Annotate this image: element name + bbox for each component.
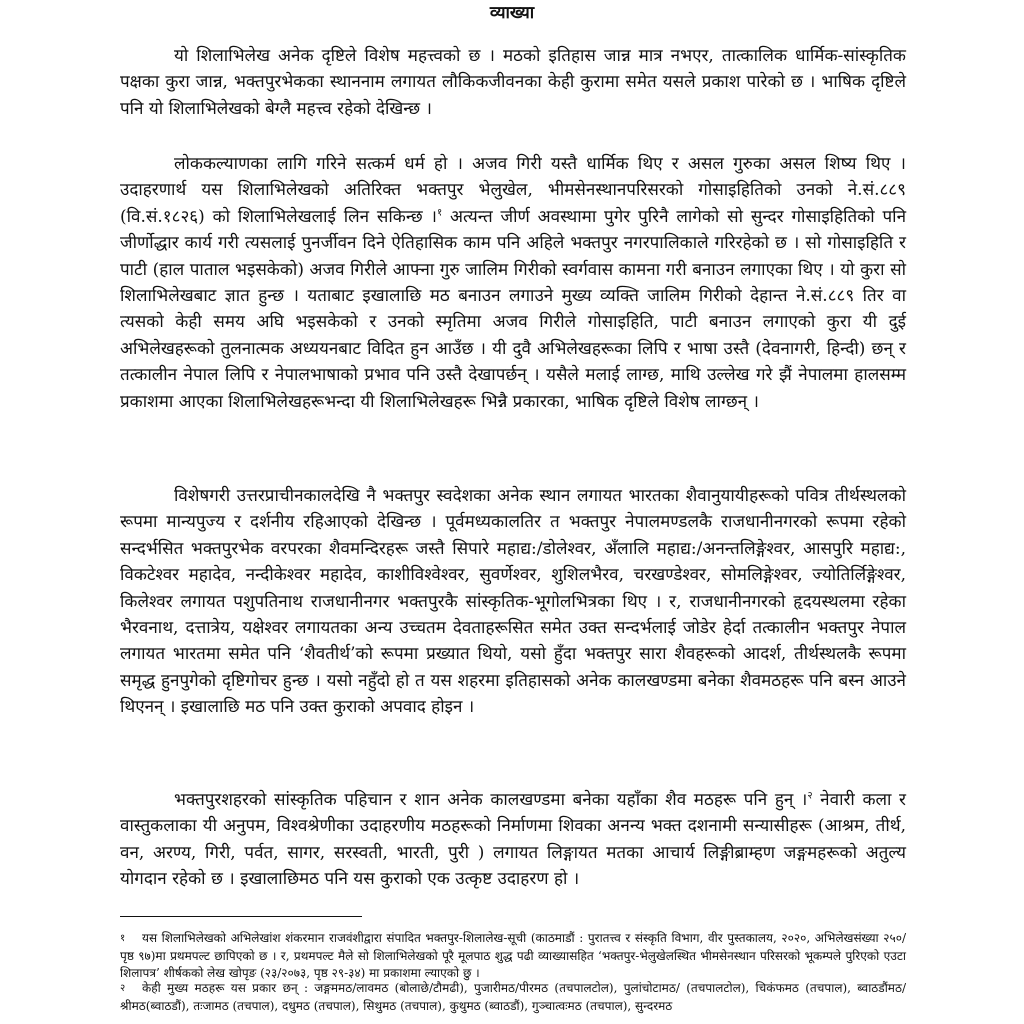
footnote-text: यस शिलाभिलेखको अभिलेखांश शंकरमान राजवंशीद्वारा संपादित भक्तपुर-शिलालेख-सूची (काठमाडौं : पुरातत्त्व र संस्कृति विभाग, वीर पुस्तकालय, २०२०, अभिलेखसंख्या २५०/पृष्ठ ९७)मा प्रथमपल्ट छापिएको छ । र, प्रथमपल्ट मैले सो शिलाभिलेखको पूरै मूलपाठ शुद्ध पढी व्याख्यासहित ‘भक्तपुर-भेलुखेलस्थित भीमसेनस्थान परिसरको भूकम्पले पुरिएको एउटा शिलापत्र’ शीर्षकको लेख खोपृङ (२३/२०७३, पृष्ठ २९-३४) मा प्रकाशमा ल्याएको छु । (120, 931, 906, 980)
footnote-1 (120, 930, 906, 983)
paragraph-significance: यो शिलाभिलेख अनेक दृष्टिले विशेष महत्त्वको छ । मठको इतिहास जान्न मात्र नभएर, तात्कालिक धार्मिक-सांस्कृतिक पक्षका कुरा जान्न, भक्तपुरभेकका स्थाननाम लगायत लौकिकजीवनका केही कुरामा समेत यसले प्रकाश पारेको छ । भाषिक दृष्टिले पनि यो शिलाभिलेखको बेग्लै महत्त्व रहेको देखिन्छ । (120, 46, 906, 119)
footnote-marker: २ (120, 983, 126, 994)
footnote-marker: १ (120, 933, 126, 944)
footnote-divider (120, 916, 362, 917)
footnote-ref-2[interactable]: २ (807, 790, 813, 802)
paragraph-text: अत्यन्त जीर्ण अवस्थामा पुगेर पुरिनै लागेको सो सुन्दर गोसाइहितिको पनि जीर्णोद्धार कार्य गरी त्यसलाई पुनर्जीवन दिने ऐतिहासिक काम पनि अहिले भक्तपुर नगरपालिकाले गरिरहेको छ । सो गोसाइहिति र पाटी (हाल पाताल भइसकेको) अजव गिरीले आफ्ना गुरु जालिम गिरीको स्वर्गवास कामना गरी बनाउन लगाएका थिए । यो कुरा सो शिलाभिलेखबाट ज्ञात हुन्छ । यताबाट इखालाछि मठ बनाउन लगाउने मुख्य व्यक्ति जालिम गिरीको देहान्त ने.सं.८८९ तिर वा त्यसको केही समय अघि भइसकेको र उनको स्मृतिमा अजव गिरीले गोसाइहिति, पाटी बनाउन लगाएको कुरा यी दुई अभिलेखहरूको तुलनात्मक अध्ययनबाट विदित हुन आउँछ । यी दुवै अभिलेखहरूका लिपि र भाषा उस्तै (देवनागरी, हिन्दी) छन् र तत्कालीन नेपाल लिपि र नेपालभाषाको प्रभाव पनि उस्तै देखापर्छन् । यसैले मलाई लाग्छ, माथि उल्लेख गरे झैं नेपालमा हालसम्म प्रकाशमा आएका शिलाभिलेखहरूभन्दा यी शिलाभिलेखहरू भिन्नै प्रकारका, भाषिक दृष्टिले विशेष लाग्छन् । (120, 206, 907, 412)
paragraph-ajav-giri (120, 151, 906, 415)
paragraph-shaiva-tirtha: विशेषगरी उत्तरप्राचीनकालदेखि नै भक्तपुर स्वदेशका अनेक स्थान लगायत भारतका शैवानुयायीहरूको पवित्र तीर्थस्थलको रूपमा मान्यपुज्य र दर्शनीय रहिआएको देखिन्छ । पूर्वमध्यकालतिर त भक्तपुर नेपालमण्डलकै राजधानीनगरको रूपमा रहेको सन्दर्भसित भक्तपुरभेक वरपरका शैवमन्दिरहरू जस्तै सिपारे महाद्य:/डोलेश्वर, अँलालि महाद्य:/अनन्तलिङ्गेश्वर, आसपुरि महाद्य:, विकटेश्वर महादेव, नन्दीकेश्वर महादेव, काशीविश्वेश्वर, सुवर्णेश्वर, शुशिलभैरव, चरखण्डेश्वर, सोमलिङ्गेश्वर, ज्योतिर्लिङ्गेश्वर, किलेश्वर लगायत पशुपतिनाथ राजधानीनगर भक्तपुरकै सांस्कृतिक-भूगोलभित्रका थिए । र, राजधानीनगरको हृदयस्थलमा रहेका भैरवनाथ, दत्तात्रेय, यक्षेश्वर लगायतका अन्य उच्चतम देवताहरूसित समेत उक्त सन्दर्भलाई जोडेर हेर्दा तत्कालीन भक्तपुर नेपाल लगायत भारतमा समेत पनि ‘शैवतीर्थ’को रूपमा प्रख्यात थियो, यसो हुँदा भक्तपुर सारा शैवहरूको आदर्श, तीर्थस्थलकै रूपमा समृद्ध हुनपुगेको दृष्टिगोचर हुन्छ । यसो नहुँदो हो त यस शहरमा इतिहासको अनेक कालखण्डमा बनेका शैवमठहरू पनि बस्न आउने थिएनन् । इखालाछि मठ पनि उक्त कुराको अपवाद होइन । (120, 486, 906, 718)
paragraph-text: लोककल्याणका लागि गरिने सत्कर्म धर्म हो । अजव गिरी यस्तै धार्मिक थिए र असल गुरुका असल शिष्य थिए । उदाहरणार्थ यस शिलाभिलेखको अतिरिक्त भक्तपुर भेलुखेल, भीमसेनस्थानपरिसरको गोसाइहितिको उनको ने.सं.८८९ (वि.सं.१८२६) को शिलाभिलेखलाई लिन सकिन्छ । (120, 154, 906, 227)
paragraph-text: नेवारी कला र वास्तुकलाका यी अनुपम, विश्वश्रेणीका उदाहरणीय मठहरूको निर्माणमा शिवका अनन्य भक्त दशनामी सन्यासीहरू (आश्रम, तीर्थ, वन, अरण्य, गिरी, पर्वत, सागर, सरस्वती, भारती, पुरी ) लगायत लिङ्गायत मतका आचार्य लिङ्गीब्राम्हण जङ्गमहरूको अतुल्य योगदान रहेको छ । इखालाछिमठ पनि यस कुराको एक उत्कृष्ट उदाहरण हो । (120, 790, 907, 890)
footnote-2 (120, 980, 906, 1015)
footnote-ref-1[interactable]: १ (436, 207, 443, 219)
paragraph-text: भक्तपुरशहरको सांस्कृतिक पहिचान र शान अनेक कालखण्डमा बनेका यहाँका शैव मठहरू पनि हुन् । (174, 790, 808, 810)
footnote-text: केही मुख्य मठहरू यस प्रकार छन् : जङ्गममठ/लावमठ (बोलाछे/टौमढी), पुजारीमठ/पीरमठ (तचपालटोल), पुलांचोटामठ/ (तचपालटोल), चिकंफमठ (तचपाल), ब्वाठडौंमठ/श्रीमठ(ब्वाठडौं), तःजामठ (तचपाल), दधुमठ (तचपाल), सिथुमठ (तचपाल), कुथुमठ (ब्वाठडौं), गुञ्चात्वःमठ (तचपाल), सुन्दरमठ (120, 981, 906, 1013)
paragraph-shaiva-maths (120, 787, 906, 893)
page-heading: व्याख्या (489, 3, 535, 23)
